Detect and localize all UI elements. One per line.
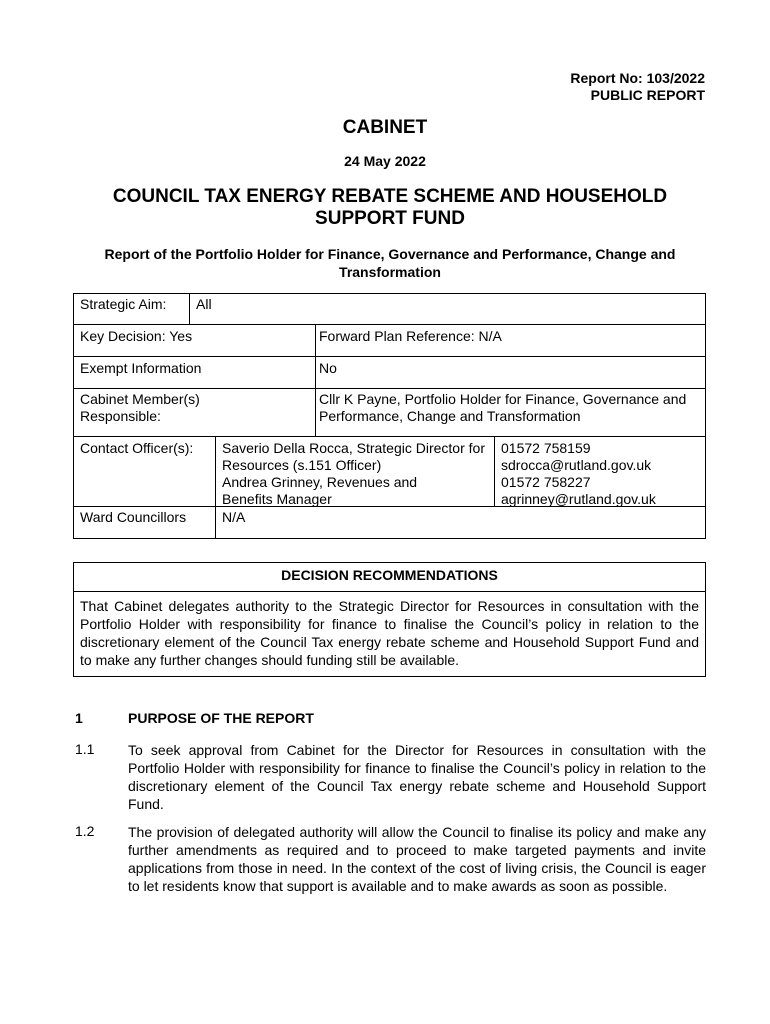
divider bbox=[74, 324, 705, 325]
strategic-aim-label: Strategic Aim: bbox=[80, 296, 167, 312]
contact-officer-email[interactable]: sdrocca@rutland.gov.uk bbox=[501, 457, 652, 473]
ward-councillors-value: N/A bbox=[222, 509, 246, 525]
exempt-value: No bbox=[319, 360, 337, 376]
divider bbox=[494, 436, 495, 506]
contact-officer-phone: 01572 758227 bbox=[501, 474, 591, 490]
strategic-aim-value: All bbox=[196, 296, 212, 312]
contact-officer-label: Contact Officer(s): bbox=[80, 440, 194, 456]
decision-recommendations-box bbox=[73, 562, 706, 677]
divider bbox=[215, 436, 216, 539]
contact-officer-name: Saverio Della Rocca, Strategic Director for Resources (s.151 Officer) bbox=[222, 440, 485, 473]
decision-text: That Cabinet delegates authority to the Strategic Director for Resources in consultation with the Portfolio Holder with responsibility for finance to finalise the Council’s policy in relation to the discretionary element of the Council Tax energy rebate scheme and Household Support Fund and to make any further changes should funding still be available. bbox=[80, 598, 699, 668]
cabinet-member-label: Cabinet Member(s) Responsible: bbox=[80, 391, 200, 424]
section-heading: PURPOSE OF THE REPORT bbox=[128, 710, 314, 726]
divider bbox=[315, 324, 316, 436]
cabinet-member-value: Cllr K Payne, Portfolio Holder for Finance, Governance and Performance, Change and Transformation bbox=[319, 391, 687, 424]
paragraph-text: The provision of delegated authority will allow the Council to finalise its policy and make any further amendments as required and to proceed to make targeted payments and invite applications from those in need. In the context of the cost of living crisis, the Council is eager to let residents know that support is available and to make awards as soon as possible. bbox=[128, 824, 706, 894]
report-header bbox=[570, 70, 705, 104]
divider bbox=[74, 356, 705, 357]
report-classification: PUBLIC REPORT bbox=[590, 87, 705, 103]
meeting-body: CABINET bbox=[342, 117, 428, 138]
paragraph-number: 1.1 bbox=[75, 741, 95, 757]
section-number: 1 bbox=[75, 710, 83, 726]
exempt-label: Exempt Information bbox=[80, 360, 202, 376]
contact-officer-email[interactable]: agrinney@rutland.gov.uk bbox=[501, 491, 656, 507]
forward-plan-reference: Forward Plan Reference: N/A bbox=[319, 328, 502, 344]
divider bbox=[74, 388, 705, 389]
divider bbox=[74, 436, 705, 437]
ward-councillors-label: Ward Councillors bbox=[80, 509, 187, 525]
report-number: Report No: 103/2022 bbox=[570, 70, 705, 86]
paragraph-number: 1.2 bbox=[75, 823, 95, 839]
report-subtitle: Report of the Portfolio Holder for Finance, Governance and Performance, Change and Transformation bbox=[104, 246, 676, 280]
decision-heading: DECISION RECOMMENDATIONS bbox=[281, 567, 498, 583]
divider bbox=[189, 294, 190, 324]
info-table bbox=[73, 293, 706, 539]
contact-officer-phone: 01572 758159 bbox=[501, 440, 591, 456]
contact-officer-name: Andrea Grinney, Revenues and Benefits Manager bbox=[222, 474, 418, 507]
divider bbox=[74, 591, 705, 592]
paragraph-text: To seek approval from Cabinet for the Director for Resources in consultation with the Portfolio Holder with responsibility for finance to finalise the Council’s policy in relation to the discretionary element of the Council Tax energy rebate scheme and Household Support Fund. bbox=[128, 742, 706, 812]
key-decision: Key Decision: Yes bbox=[80, 328, 193, 344]
meeting-date: 24 May 2022 bbox=[344, 153, 426, 169]
report-title: COUNCIL TAX ENERGY REBATE SCHEME AND HOUSEHOLD SUPPORT FUND bbox=[112, 186, 668, 229]
